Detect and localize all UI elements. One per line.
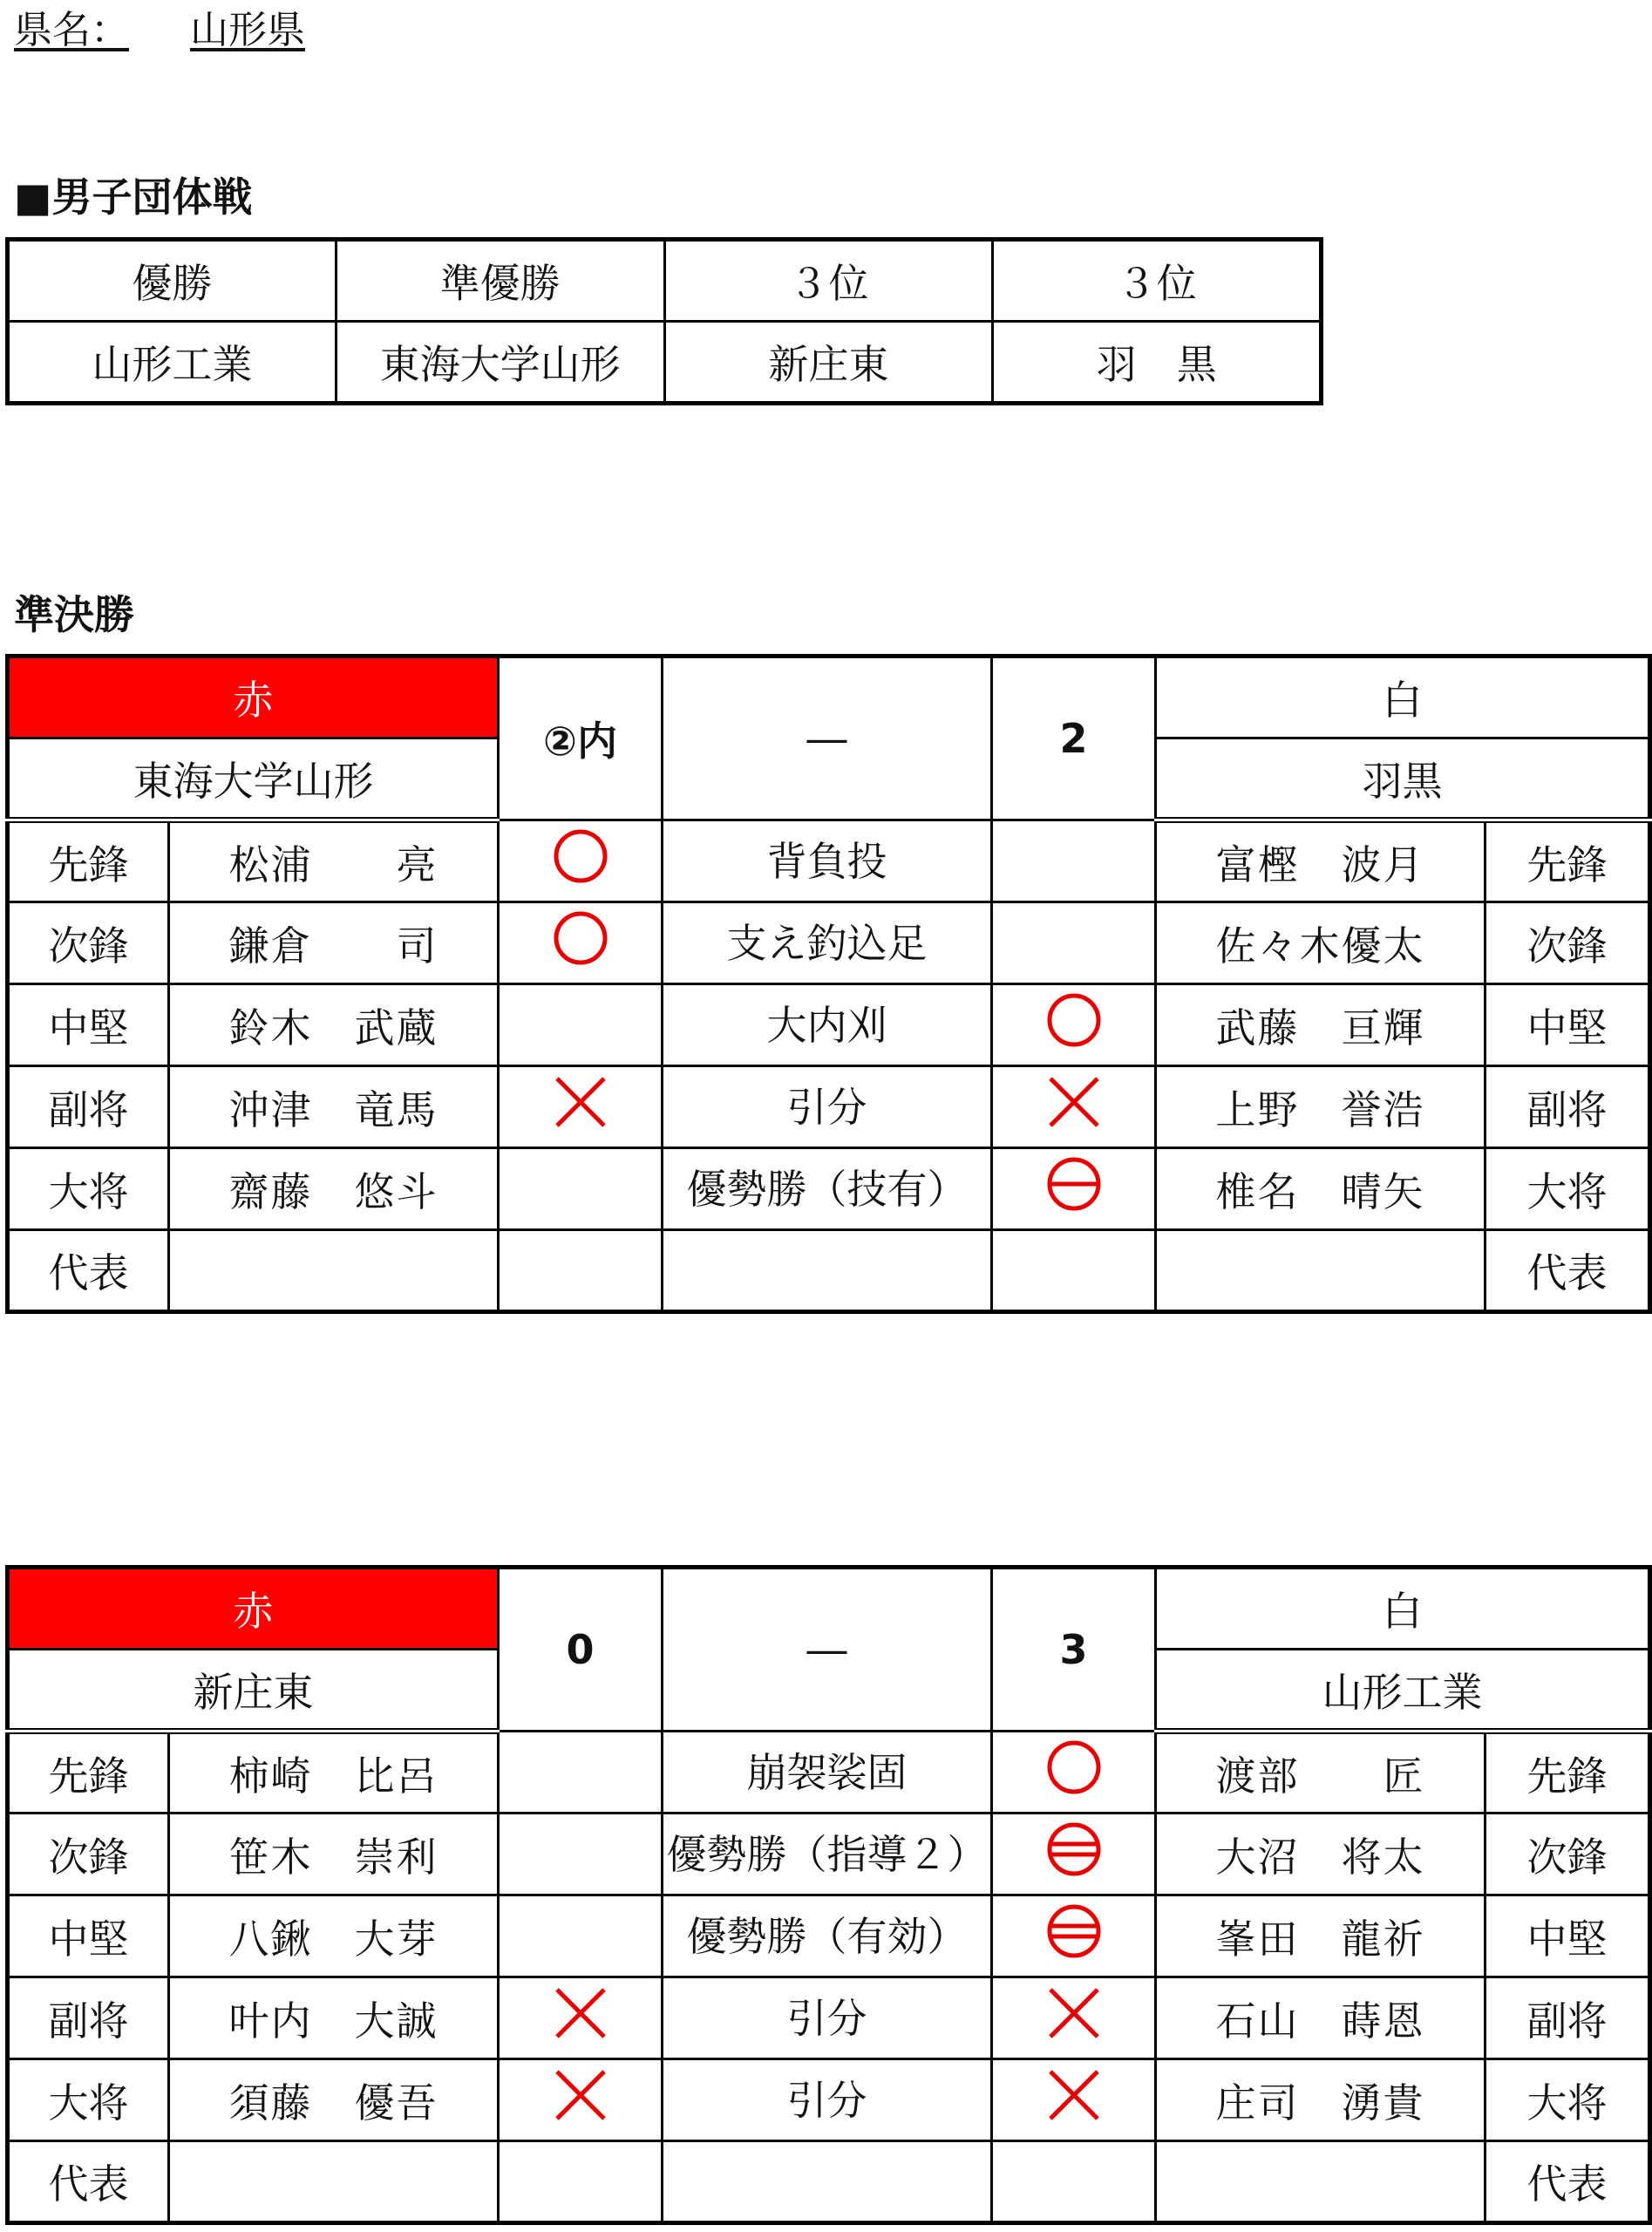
white-player-name: [1156, 2141, 1485, 2223]
red-player-name: 沖津 竜馬: [169, 1066, 499, 1148]
red-result-mark: [499, 984, 663, 1066]
bout-row: [8, 984, 1650, 1066]
white-result-mark: [992, 1895, 1156, 1977]
technique: 崩袈裟固: [663, 1732, 992, 1814]
results-value-row: [8, 322, 1322, 404]
white-result-mark: [992, 1230, 1156, 1312]
technique: 優勢勝（技有）: [663, 1148, 992, 1230]
technique: 引分: [663, 2059, 992, 2141]
white-result-mark: [992, 2141, 1156, 2223]
white-player-name: 武藤 亘輝: [1156, 984, 1485, 1066]
bout-row: [8, 1148, 1650, 1230]
draw-cross-icon: [1045, 1984, 1103, 2052]
white-score: 2: [992, 657, 1156, 820]
red-team-name: 新庄東: [8, 1650, 499, 1732]
position-right: 先鋒: [1485, 1732, 1650, 1814]
white-player-name: 佐々木優太: [1156, 902, 1485, 984]
semifinal-title: 準決勝: [14, 591, 134, 638]
prefecture-label: 県名：: [14, 8, 129, 52]
white-player-name: [1156, 1230, 1485, 1312]
white-player-name: 渡部 匠: [1156, 1732, 1485, 1814]
win-decision-icon: [1045, 1820, 1103, 1888]
position-right: 代表: [1485, 1230, 1650, 1312]
results-value-cell: 東海大学山形: [336, 322, 664, 404]
white-result-mark: [992, 1732, 1156, 1814]
red-player-name: 須藤 優吾: [169, 2059, 499, 2141]
bout-row: [8, 1895, 1650, 1977]
white-result-mark: [992, 2059, 1156, 2141]
position-left: 中堅: [8, 984, 169, 1066]
red-player-name: [169, 2141, 499, 2223]
score-dash: ―: [663, 657, 992, 820]
white-result-mark: [992, 1066, 1156, 1148]
red-side-label: 赤: [8, 1568, 499, 1650]
white-player-name: 大沼 将太: [1156, 1814, 1485, 1895]
position-right: 副将: [1485, 1977, 1650, 2059]
win-circle-icon: [1045, 991, 1103, 1058]
red-player-name: 齋藤 悠斗: [169, 1148, 499, 1230]
draw-cross-icon: [552, 1073, 609, 1140]
white-result-mark: [992, 1148, 1156, 1230]
position-right: 大将: [1485, 2059, 1650, 2141]
technique: 背負投: [663, 820, 992, 902]
red-result-mark: [499, 2141, 663, 2223]
results-header-cell: 準優勝: [336, 240, 664, 322]
white-score: 3: [992, 1568, 1156, 1732]
position-left: 副将: [8, 1977, 169, 2059]
red-result-mark: [499, 1814, 663, 1895]
red-result-mark: [499, 902, 663, 984]
red-side-label: 赤: [8, 657, 499, 738]
red-score: 0: [499, 1568, 663, 1732]
position-right: 先鋒: [1485, 820, 1650, 902]
position-right: 代表: [1485, 2141, 1650, 2223]
position-left: 大将: [8, 1148, 169, 1230]
white-player-name: 峯田 龍祈: [1156, 1895, 1485, 1977]
white-result-mark: [992, 984, 1156, 1066]
red-result-mark: [499, 1977, 663, 2059]
results-value-cell: 新庄東: [664, 322, 993, 404]
position-left: 先鋒: [8, 820, 169, 902]
results-value-cell: 山形工業: [8, 322, 337, 404]
red-player-name: [169, 1230, 499, 1312]
technique: 優勢勝（指導２）: [663, 1814, 992, 1895]
draw-cross-icon: [1045, 1073, 1103, 1140]
technique: [663, 2141, 992, 2223]
red-player-name: 鎌倉 司: [169, 902, 499, 984]
white-result-mark: [992, 902, 1156, 984]
red-player-name: 八鍬 大芽: [169, 1895, 499, 1977]
bout-row: [8, 1732, 1650, 1814]
draw-cross-icon: [552, 2066, 609, 2133]
position-left: 大将: [8, 2059, 169, 2141]
red-result-mark: [499, 2059, 663, 2141]
white-result-mark: [992, 1977, 1156, 2059]
bout-row: [8, 902, 1650, 984]
draw-cross-icon: [552, 1984, 609, 2052]
white-player-name: 椎名 晴矢: [1156, 1148, 1485, 1230]
red-player-name: 松浦 亮: [169, 820, 499, 902]
match-table: [5, 1565, 1652, 2225]
bout-row: [8, 2141, 1650, 2223]
bout-row: [8, 2059, 1650, 2141]
bout-row: [8, 1066, 1650, 1148]
position-left: 代表: [8, 2141, 169, 2223]
red-player-name: 笹木 崇利: [169, 1814, 499, 1895]
position-left: 副将: [8, 1066, 169, 1148]
technique: [663, 1230, 992, 1312]
results-header-cell: ３位: [664, 240, 993, 322]
white-result-mark: [992, 1814, 1156, 1895]
position-left: 次鋒: [8, 1814, 169, 1895]
red-player-name: 鈴木 武蔵: [169, 984, 499, 1066]
white-player-name: 石山 蒔恩: [1156, 1977, 1485, 2059]
technique: 引分: [663, 1066, 992, 1148]
position-right: 中堅: [1485, 984, 1650, 1066]
red-score: ②内: [499, 657, 663, 820]
results-header-row: [8, 240, 1322, 322]
white-player-name: 庄司 湧貴: [1156, 2059, 1485, 2141]
red-result-mark: [499, 1895, 663, 1977]
position-right: 次鋒: [1485, 902, 1650, 984]
white-side-label: 白: [1156, 1568, 1650, 1650]
white-result-mark: [992, 820, 1156, 902]
bout-row: [8, 1977, 1650, 2059]
white-player-name: 上野 誉浩: [1156, 1066, 1485, 1148]
win-decision-icon: [1045, 1902, 1103, 1970]
red-result-mark: [499, 1066, 663, 1148]
position-left: 代表: [8, 1230, 169, 1312]
position-right: 中堅: [1485, 1895, 1650, 1977]
position-left: 先鋒: [8, 1732, 169, 1814]
red-team-name: 東海大学山形: [8, 738, 499, 820]
results-value-cell: 羽 黒: [993, 322, 1322, 404]
win-waza-ari-icon: [1045, 1155, 1103, 1222]
red-result-mark: [499, 1732, 663, 1814]
red-player-name: 叶内 大誠: [169, 1977, 499, 2059]
technique: 引分: [663, 1977, 992, 2059]
score-dash: ―: [663, 1568, 992, 1732]
team-section-title: ■男子団体戦: [14, 174, 253, 221]
white-side-label: 白: [1156, 657, 1650, 738]
position-left: 次鋒: [8, 902, 169, 984]
results-header-cell: ３位: [993, 240, 1322, 322]
white-player-name: 富樫 波月: [1156, 820, 1485, 902]
bout-row: [8, 1814, 1650, 1895]
win-circle-icon: [552, 909, 609, 976]
red-player-name: 柿崎 比呂: [169, 1732, 499, 1814]
prefecture-line: [14, 0, 305, 61]
win-circle-icon: [552, 827, 609, 895]
white-team-name: 羽黒: [1156, 738, 1650, 820]
position-right: 大将: [1485, 1148, 1650, 1230]
draw-cross-icon: [1045, 2066, 1103, 2133]
red-result-mark: [499, 1230, 663, 1312]
prefecture-name: 山形県: [190, 8, 305, 52]
red-result-mark: [499, 1148, 663, 1230]
position-left: 中堅: [8, 1895, 169, 1977]
technique: 大内刈: [663, 984, 992, 1066]
win-circle-icon: [1045, 1739, 1103, 1806]
technique: 優勢勝（有効）: [663, 1895, 992, 1977]
bout-row: [8, 1230, 1650, 1312]
position-right: 副将: [1485, 1066, 1650, 1148]
red-result-mark: [499, 820, 663, 902]
position-right: 次鋒: [1485, 1814, 1650, 1895]
results-table: [5, 237, 1323, 405]
results-header-cell: 優勝: [8, 240, 337, 322]
match-table: [5, 654, 1652, 1314]
white-team-name: 山形工業: [1156, 1650, 1650, 1732]
bout-row: [8, 820, 1650, 902]
technique: 支え釣込足: [663, 902, 992, 984]
